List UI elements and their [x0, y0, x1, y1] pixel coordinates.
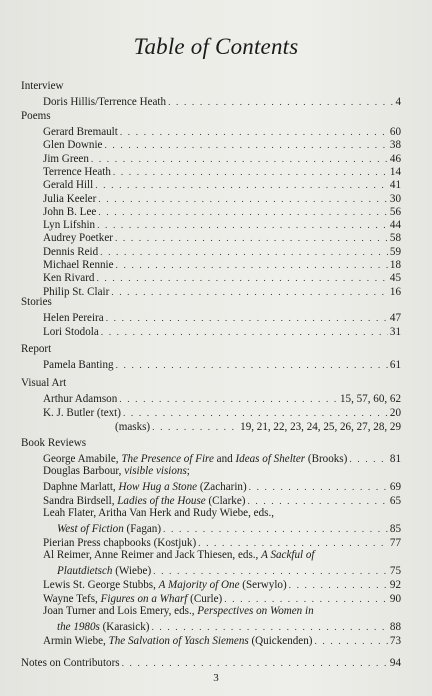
entry-name: K. J. Butler (text): [43, 407, 121, 419]
entry-page: 15, 57, 60, 62: [339, 393, 401, 405]
toc-entry: [57, 521, 401, 535]
leader-dots: [119, 395, 338, 405]
toc-entry: [43, 270, 401, 284]
toc-entry: [43, 633, 401, 647]
toc-entry: [43, 124, 401, 138]
entry-name: Gerard Bremault: [43, 126, 118, 138]
entry-page: 14: [389, 165, 401, 178]
leader-dots: [349, 455, 388, 465]
toc-entry: [43, 405, 401, 419]
leader-dots: [152, 423, 238, 433]
entry-name: West of Fiction (Fagan): [57, 523, 162, 535]
entry-name: Terrence Heath: [43, 165, 111, 178]
toc-entry: [43, 357, 401, 371]
entry-name: Audrey Poetker: [43, 232, 113, 245]
entry-page: 16: [389, 285, 401, 298]
toc-entry: [43, 151, 401, 165]
entry-page: 30: [389, 192, 401, 205]
entry-name: Doris Hillis/Terrence Heath: [43, 96, 167, 108]
entry-page: 73: [389, 635, 401, 647]
entry-name: Al Reimer, Anne Reimer and Jack Thiesen, eds., A Sackful of: [43, 549, 315, 561]
section-heading-poems: Poems: [21, 110, 51, 122]
entry-name: Plautdietsch (Wiebe): [57, 565, 152, 577]
section-heading-notes: Notes on Contributors: [21, 657, 120, 669]
leader-dots: [198, 539, 388, 549]
entry-page: 41: [389, 179, 401, 192]
leader-dots: [153, 567, 388, 577]
toc-entry: [43, 191, 401, 205]
entry-name: Armin Wiebe, The Salvation of Yasch Siemens (Quickenden): [43, 635, 313, 647]
section-heading-visual-art: Visual Art: [21, 377, 67, 389]
leader-dots: [151, 623, 387, 633]
entry-page: 60: [389, 126, 401, 138]
toc-entry: [43, 577, 401, 591]
toc-entry: [43, 94, 401, 108]
toc-entry: [43, 284, 401, 298]
toc-entry: [43, 217, 401, 231]
toc-entry: [43, 310, 401, 324]
toc-entry: [43, 391, 401, 405]
entry-name: Wayne Tefs, Figures on a Wharf (Curle): [43, 593, 223, 605]
entry-name: George Amabile, The Presence of Fire and Ideas of Shelter (Brooks): [43, 453, 348, 465]
entry-name: Lyn Lifshin: [43, 219, 96, 232]
leader-dots: [249, 483, 388, 493]
entry-name: Helen Pereira: [43, 312, 104, 324]
entry-name: Julia Keeler: [43, 192, 97, 205]
entry-name: (masks): [115, 421, 151, 433]
entry-page: 75: [389, 565, 401, 577]
entry-name: Leah Flater, Aritha Van Herk and Rudy Wiebe, eds.,: [43, 507, 274, 519]
entry-name: Pamela Banting: [43, 359, 114, 371]
entry-name: Michael Rennie: [43, 259, 114, 271]
page-title: Table of Contents: [133, 34, 299, 59]
entry-name: Daphne Marlatt, How Hug a Stone (Zacharin): [43, 481, 247, 493]
entry-page: 58: [389, 232, 401, 245]
entry-name: Glen Downie: [43, 139, 103, 152]
toc-entry: [43, 164, 401, 178]
leader-dots: [106, 314, 388, 324]
entry-page: 31: [389, 326, 401, 338]
leader-dots: [314, 637, 387, 647]
toc-entry: [43, 535, 401, 549]
toc-entry: [57, 563, 401, 577]
entry-page: 19, 21, 22, 23, 24, 25, 26, 27, 28, 29: [240, 421, 401, 433]
entry-name: Lori Stodola: [43, 326, 99, 338]
entry-name: Gerald Hill: [43, 179, 94, 192]
entry-page: 81: [389, 453, 401, 465]
entry-page: 61: [389, 359, 401, 371]
entry-page: 94: [389, 657, 401, 669]
toc-entry: [43, 177, 401, 191]
toc-entry-notes: [21, 655, 401, 669]
leader-dots: [101, 328, 388, 338]
entry-page: 88: [389, 621, 401, 633]
entry-page: 69: [389, 481, 401, 493]
entry-page: 47: [389, 312, 401, 324]
leader-dots: [247, 497, 387, 507]
leader-dots: [289, 581, 388, 591]
entry-page: 65: [389, 495, 401, 507]
toc-entry: [43, 493, 401, 507]
entry-page: 44: [389, 219, 401, 232]
toc-entry: [43, 591, 401, 605]
toc-entry: [43, 257, 401, 271]
toc-entry: [115, 419, 401, 433]
entry-page: 92: [389, 579, 401, 591]
leader-dots: [163, 525, 388, 535]
toc-entry: [43, 451, 401, 465]
toc-entry: [43, 479, 401, 493]
leader-dots: [111, 288, 388, 298]
page-number: 3: [213, 672, 219, 684]
entry-page: 18: [389, 259, 401, 271]
leader-dots: [122, 659, 388, 669]
leader-dots: [123, 409, 388, 419]
leader-dots: [224, 595, 388, 605]
entry-name: John B. Lee: [43, 205, 97, 218]
entry-page: 85: [389, 523, 401, 535]
entry-page: 59: [389, 245, 401, 258]
entry-name: Dennis Reid: [43, 245, 99, 258]
toc-entry: [43, 324, 401, 338]
entry-name: Philip St. Clair: [43, 285, 110, 298]
entry-name: Ken Rivard: [43, 272, 95, 285]
entry-name: Sandra Birdsell, Ladies of the House (Clarke): [43, 495, 246, 507]
toc-entry: [43, 244, 401, 258]
entry-name: Douglas Barbour, visible visions;: [43, 465, 190, 477]
toc-entry: [57, 619, 401, 633]
toc-entry: [43, 230, 401, 244]
toc-entry: [43, 204, 401, 218]
entry-page: 56: [389, 205, 401, 218]
entry-page: 90: [389, 593, 401, 605]
toc-entry: [43, 137, 401, 151]
entry-name: Pierian Press chapbooks (Kostjuk): [43, 537, 197, 549]
entry-name: Arthur Adamson: [43, 393, 118, 405]
section-heading-report: Report: [21, 343, 52, 355]
entry-name: Jim Green: [43, 152, 89, 165]
section-heading-book-reviews: Book Reviews: [21, 437, 87, 449]
entry-page: 77: [389, 537, 401, 549]
leader-dots: [116, 361, 388, 371]
leader-dots: [168, 98, 393, 108]
entry-name: the 1980s (Karasick): [57, 621, 150, 633]
entry-name: Lewis St. George Stubbs, A Majority of One (Serwylo): [43, 579, 287, 591]
entry-page: 4: [395, 96, 401, 108]
entry-name: Joan Turner and Lois Emery, eds., Perspectives on Women in: [43, 605, 314, 617]
entry-page: 20: [389, 407, 401, 419]
section-heading-stories: Stories: [21, 296, 52, 308]
entry-page: 38: [389, 139, 401, 152]
entry-page: 45: [389, 272, 401, 285]
section-heading-interview: Interview: [21, 80, 64, 92]
entry-page: 46: [389, 152, 401, 165]
